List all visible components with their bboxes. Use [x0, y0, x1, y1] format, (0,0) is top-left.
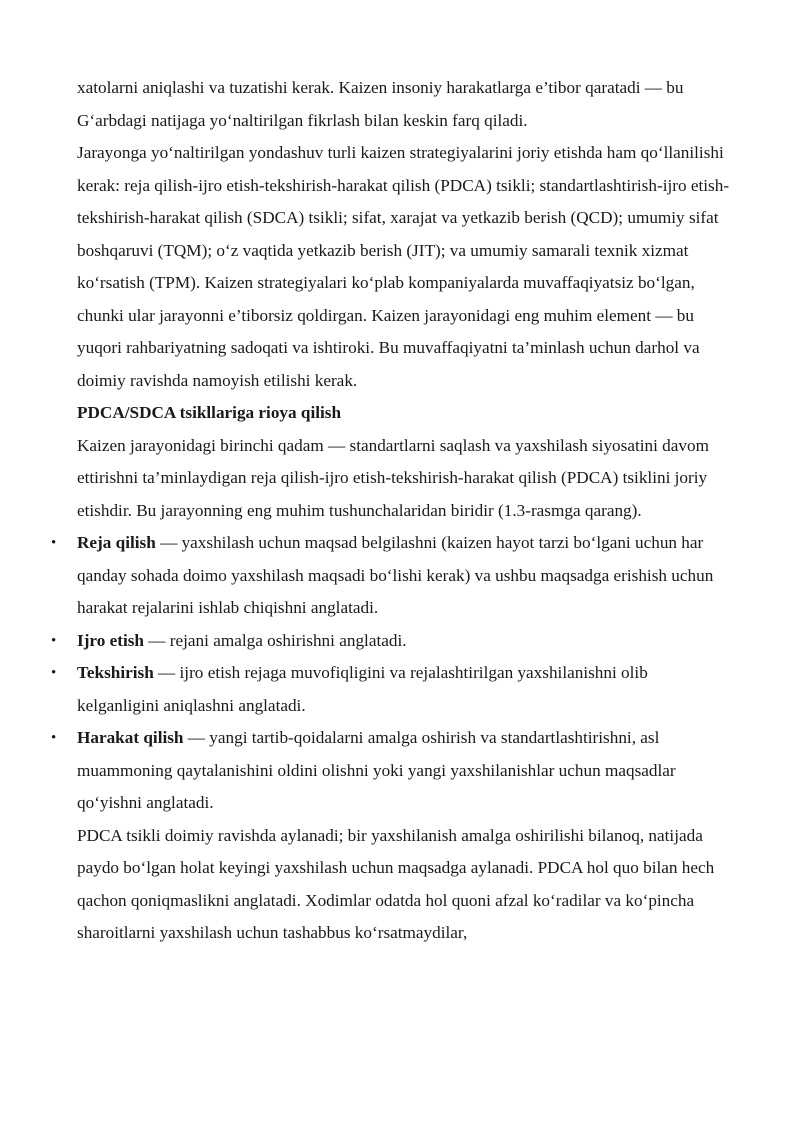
list-item-term: Ijro etish	[77, 630, 144, 650]
list-item	[51, 657, 732, 722]
list-item-text: — yaxshilash uchun maqsad belgilashni (kaizen hayot tarzi bo‘lgani uchun har qanday sohada doimo yaxshilash maqsadi bo‘lishi kerak) va ushbu maqsadga erishish uchun harakat rejalarini ishlab chiqishni anglatadi.	[77, 533, 714, 617]
list-item	[51, 527, 732, 625]
bullet-icon: •	[51, 632, 57, 649]
intro-paragraph-1: xatolarni aniqlashi va tuzatishi kerak. Kaizen insoniy harakatlarga e’tibor qaratadi — bu G‘arbdagi natijaga yo‘naltirilgan fikrlash bilan keskin farq qiladi.	[77, 78, 684, 130]
list-item-term: Harakat qilish	[77, 728, 184, 747]
list-item-text: — yangi tartib-qoidalarni amalga oshirish va standartlashtirishni, asl muammoning qaytalanishini oldini olishni yoki yangi yaxshilanishlar uchun maqsadlar qo‘yishni anglatadi.	[77, 728, 676, 812]
list-item	[51, 722, 732, 820]
document-page	[51, 72, 732, 950]
list-item-term: Reja qilish	[77, 533, 156, 552]
section-paragraph-1: Kaizen jarayonidagi birinchi qadam — standartlarni saqlash va yaxshilash siyosatini davom ettirishni ta’minlaydigan reja qilish-ijro etish-tekshirish-harakat qilish (PDCA) tsiklini joriy etishdir. Bu jarayonning eng muhim tushunchalaridan biridir (1.3-rasmga qarang).	[77, 435, 709, 520]
list-item-term: Tekshirish	[77, 663, 154, 682]
section-heading: PDCA/SDCA tsikllariga rioya qilish	[77, 403, 342, 422]
list-item-text: — rejani amalga oshirishni anglatadi.	[144, 630, 407, 650]
pdca-steps-list	[51, 527, 732, 820]
bullet-icon: •	[51, 730, 57, 746]
list-item	[51, 625, 732, 658]
section-paragraph-2: PDCA tsikli doimiy ravishda aylanadi; bir yaxshilanish amalga oshirilishi bilanoq, natijada paydo bo‘lgan holat keyingi yaxshilash uchun maqsadga aylanadi. PDCA hol quo bilan hech qachon qoniqmaslikni anglatadi. Xodimlar odatda hol quoni afzal ko‘radilar va ko‘pincha sharoitlarni yaxshilash uchun tashabbus ko‘rsatmaydilar,	[77, 825, 715, 942]
intro-paragraph-2: Jarayonga yo‘naltirilgan yondashuv turli kaizen strategiyalarini joriy etishda ham qo‘llanilishi kerak: reja qilish-ijro etish-tekshirish-harakat qilish (PDCA) tsikli; standartlashtirish-ijro etish-tekshirish-harakat qilish (SDCA) tsikli; sifat, xarajat va yetkazib berish (QCD); umumiy sifat boshqaruvi (TQM); o‘z vaqtida yetkazib berish (JIT); va umumiy samarali texnik xizmat ko‘rsatish (TPM). Kaizen strategiyalari ko‘plab kompaniyalarda muvaffaqiyatsiz bo‘lgan, chunki ular jarayonni e’tiborsiz qoldirgan. Kaizen jarayonidagi eng muhim element — bu yuqori rahbariyatning sadoqati va ishtiroki. Bu muvaffaqiyatni ta’minlash uchun darhol va doimiy ravishda namoyish etilishi kerak.	[77, 143, 730, 390]
bullet-icon: •	[51, 665, 57, 681]
list-item-text: — ijro etish rejaga muvofiqligini va rejalashtirilgan yaxshilanishni olib kelganligini aniqlashni anglatadi.	[77, 663, 648, 715]
bullet-icon: •	[51, 535, 57, 551]
